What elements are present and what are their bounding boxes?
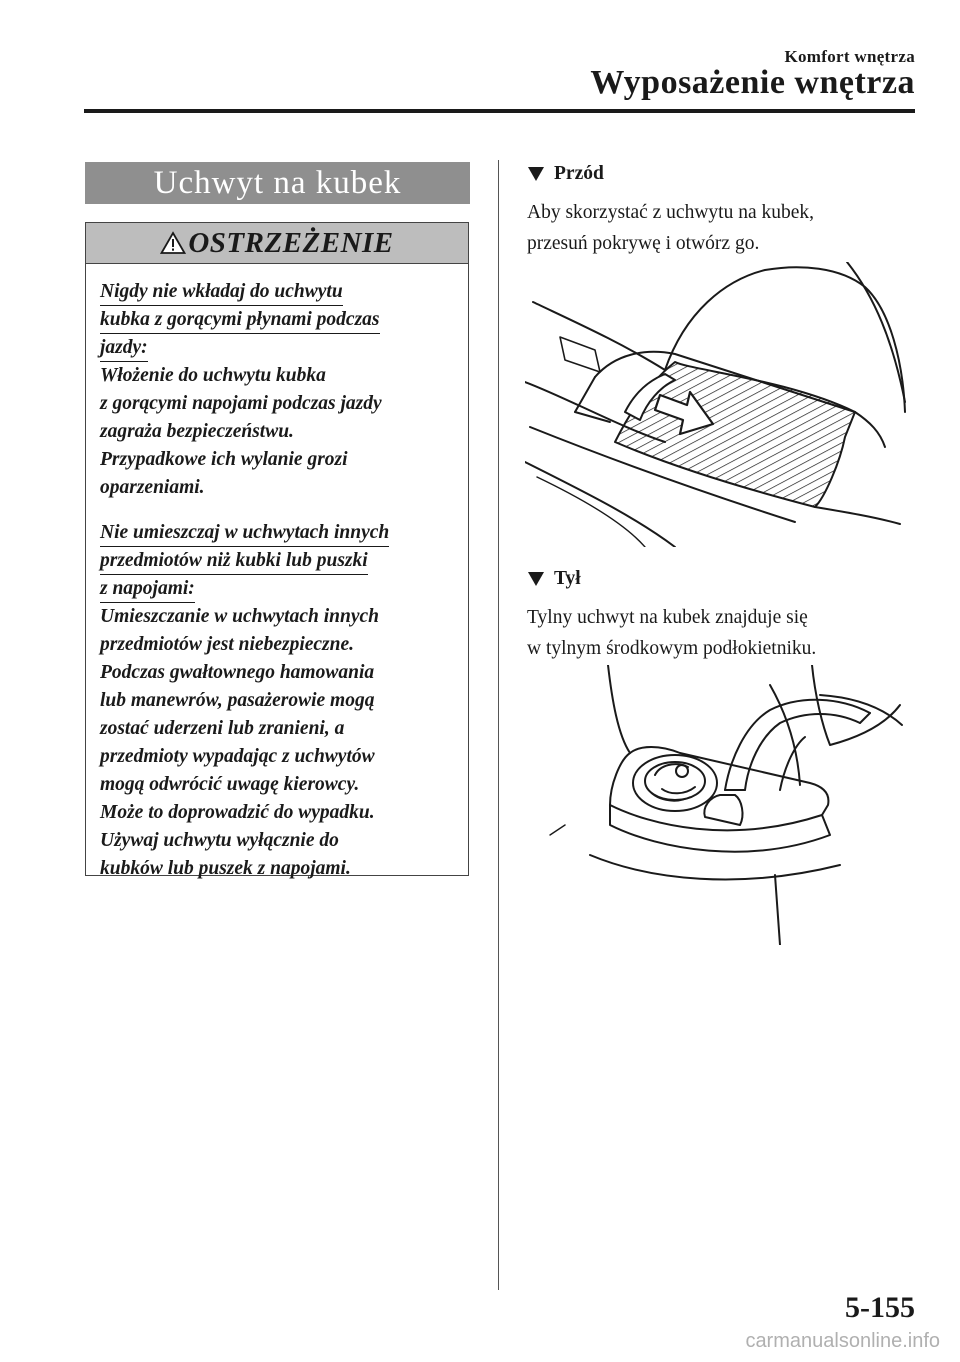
warning-p1-line-1: Nigdy nie wkładaj do uchwytu xyxy=(100,279,343,306)
warning-p2-body-6: przedmioty wypadając z uchwytów xyxy=(100,746,375,767)
warning-triangle-icon xyxy=(160,231,186,255)
header-rule xyxy=(84,109,915,113)
front-heading-text: Przód xyxy=(554,163,604,184)
warning-p2-body-3: Podczas gwałtownego hamowania xyxy=(100,662,375,683)
column-divider xyxy=(498,160,499,1290)
warning-p2-body-9: Używaj uchwytu wyłącznie do xyxy=(100,830,339,851)
warning-p2-body-7: mogą odwrócić uwagę kierowcy. xyxy=(100,774,360,795)
warning-p2-line-3: z napojami: xyxy=(100,576,195,603)
warning-body xyxy=(86,264,468,883)
warning-p1-body-2: z gorącymi napojami podczas jazdy xyxy=(100,393,382,414)
front-cup-holder-illustration xyxy=(525,262,920,547)
header-title: Wyposażenie wnętrza xyxy=(590,64,915,101)
warning-p2-body-1: Umieszczanie w uchwytach innych xyxy=(100,606,379,627)
rear-heading xyxy=(527,568,581,590)
warning-p2-line-1: Nie umieszczaj w uchwytach innych xyxy=(100,520,389,547)
warning-p1-body-4: Przypadkowe ich wylanie grozi xyxy=(100,449,348,470)
front-line-1: Aby skorzystać z uchwytu na kubek, xyxy=(527,202,815,223)
warning-title: OSTRZEŻENIE xyxy=(188,226,394,259)
section-banner xyxy=(85,162,470,204)
warning-p1-body-1: Włożenie do uchwytu kubka xyxy=(100,365,326,386)
page-number: 5-155 xyxy=(845,1291,915,1324)
section-title: Uchwyt na kubek xyxy=(153,164,402,201)
warning-p1-line-3: jazdy: xyxy=(100,335,148,362)
rear-line-2: w tylnym środkowym podłokietniku. xyxy=(527,638,817,659)
rear-cup-holder-illustration xyxy=(530,665,920,945)
front-line-2: przesuń pokrywę i otwórz go. xyxy=(527,233,760,254)
warning-box xyxy=(85,222,469,879)
rear-heading-text: Tył xyxy=(554,568,581,589)
warning-p2-body-10: kubków lub puszek z napojami. xyxy=(100,858,351,879)
header-subtitle: Komfort wnętrza xyxy=(784,47,915,66)
rear-paragraph xyxy=(527,602,927,664)
warning-p1-body-5: oparzeniami. xyxy=(100,477,205,498)
down-triangle-icon xyxy=(527,166,545,182)
front-paragraph xyxy=(527,197,927,259)
warning-p2-body-2: przedmiotów jest niebezpieczne. xyxy=(100,634,355,655)
warning-p2-body-4: lub manewrów, pasażerowie mogą xyxy=(100,690,375,711)
front-heading xyxy=(527,163,604,185)
rear-line-1: Tylny uchwyt na kubek znajduje się xyxy=(527,607,808,628)
warning-p1-body-3: zagraża bezpieczeństwu. xyxy=(100,421,294,442)
warning-header xyxy=(86,223,468,264)
watermark: carmanualsonline.info xyxy=(745,1330,940,1352)
warning-p2-body-5: zostać uderzeni lub zranieni, a xyxy=(100,718,345,739)
warning-p2-body-8: Może to doprowadzić do wypadku. xyxy=(100,802,375,823)
warning-p2-line-2: przedmiotów niż kubki lub puszki xyxy=(100,548,368,575)
down-triangle-icon xyxy=(527,571,545,587)
warning-p1-line-2: kubka z gorącymi płynami podczas xyxy=(100,307,380,334)
